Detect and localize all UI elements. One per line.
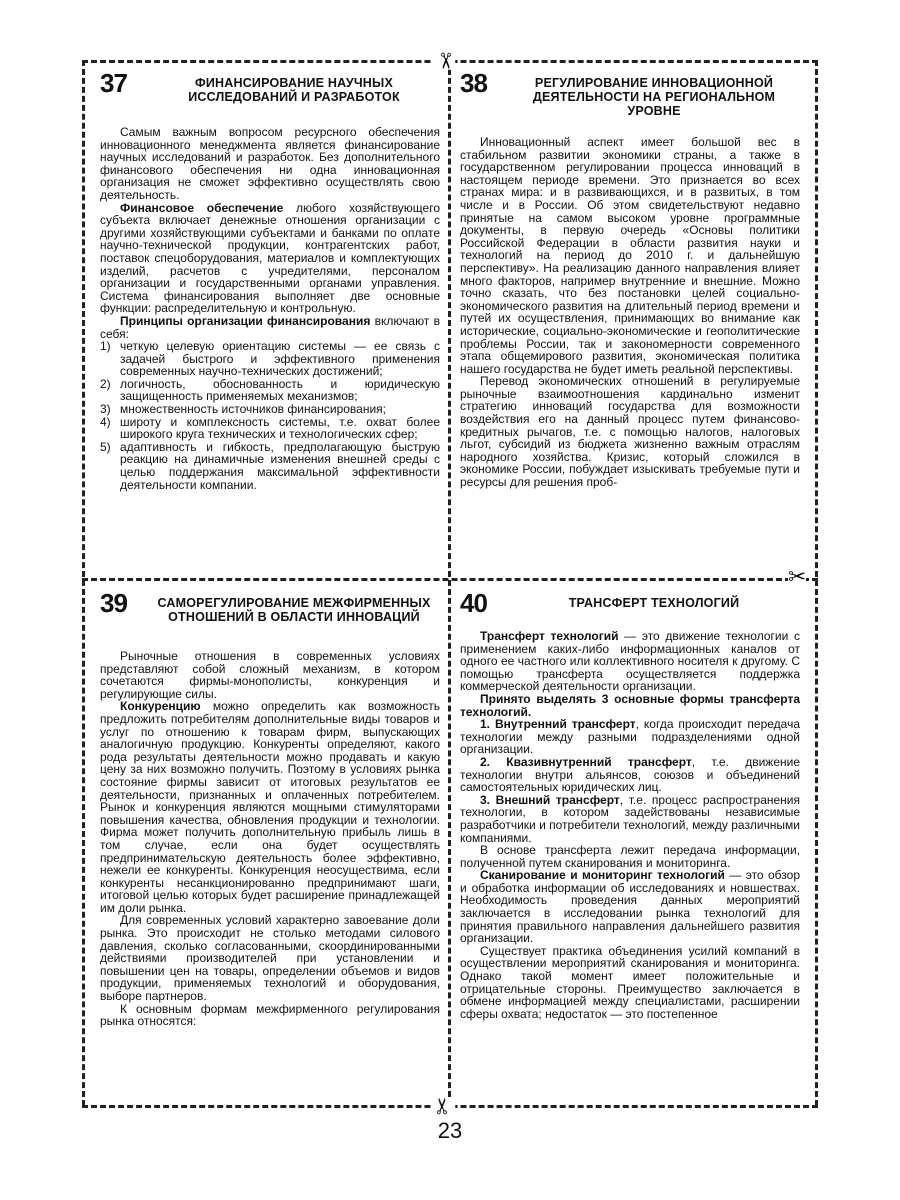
paragraph: В основе трансферта лежит передача информации, полученной путем сканирования и мониторинга. <box>460 843 800 870</box>
section-38 <box>460 68 800 489</box>
bold-term: 2. Квазивнутренний трансферт <box>480 754 692 769</box>
cut-line-left <box>82 60 85 1106</box>
page-number: 23 <box>437 1118 463 1143</box>
paragraph-text: , т.е. процесс распространения технологии, в котором задействованы независимые разработчики и потребители технологий, между различными компаниями. <box>460 792 800 845</box>
paragraph-text: , т.е. движение технологии внутри альянсов, союзов и объединений самостоятельных юридических лиц. <box>460 754 800 795</box>
paragraph <box>460 630 800 693</box>
scissors-icon: ✂ <box>788 565 807 590</box>
list-number: 1) <box>100 339 111 354</box>
section-number: 38 <box>460 68 487 98</box>
paragraph: К основным формам межфирменного регулирования рынка относятся: <box>100 1001 440 1029</box>
section-body <box>460 630 800 1020</box>
paragraph-text: — это обзор и обработка информации об исследованиях и новшествах. Необходимость проведения данных мероприятий заключается в исследовании рынка технологий для принятия правильного направления дальнейшего развития организации. <box>460 868 800 946</box>
principles-list <box>100 340 440 491</box>
paragraph <box>460 693 800 718</box>
section-39 <box>100 588 440 1028</box>
section-title: ФИНАНСИРОВАНИЕ НАУЧНЫХ ИССЛЕДОВАНИЙ И РАЗРАБОТОК <box>188 76 400 104</box>
paragraph <box>100 202 440 315</box>
section-body <box>100 650 440 1028</box>
list-text: широту и комплексность системы, т.е. охват более широкого круга технических и технологических сфер; <box>120 414 440 442</box>
section-number: 40 <box>460 588 487 618</box>
paragraph-text: — это движение технологии с применением каких-либо информационных каналов от одного ее частного или коллективного носителя к другому. С помощью трансферта осуществляется поддержка коммерческой деятельности организации. <box>460 629 800 694</box>
bold-term: Финансовое обеспечение <box>120 200 284 215</box>
paragraph <box>460 718 800 756</box>
paragraph-text: можно определить как возможность предложить потребителям дополнительные виды товаров и услуг по отношению к товарам фирм, выпускающих аналогичную продукцию. Конкуренты определяют, какого рода результаты деятельности можно продавать и какую цену за них возможно получить. Поэтому в условиях рынка состояние фирмы зависит от итоговых результатов ее деятельности, признанных и оплаченных потребителем. Рынок и конкуренция являются мощными стимуляторами повышения качества, обновления продукции и технологии. Фирма может получить дополнительную прибыль лишь в том случае, если она будет осуществлять предпринимательскую деятельность более эффективно, нежели ее конкуренты. Конкуренция неосуществима, если конкуренты несанкционированно предпринимают шаги, итоговой целью которых будет расширение принадлежащей им доли рынка. <box>100 699 440 915</box>
list-text: логичность, обоснованность и юридическую защищенность применяемых механизмов; <box>120 376 440 404</box>
section-body <box>100 126 440 491</box>
paragraph-text: , когда происходит передача технологии между разными подразделениями одной организации. <box>460 717 800 757</box>
paragraph-text: включают в себя: <box>100 313 441 341</box>
bold-term: 1. Внутренний трансферт <box>480 717 636 732</box>
paragraph-text: любого хозяйствующего субъекта включает денежные отношения организации с другими хозяйствующими субъектами и банками по оплате научно-технической продукции, контрагентских работ, поставок спецоборудования, материалов и комплектующих изделий, расчетов с учредителями, персоналом организации и государственными органами управления. Система финансирования выполняет две основные функции: распределительную и контрольную. <box>100 200 441 316</box>
cut-line-vertical <box>448 60 451 1106</box>
paragraph: Перевод экономических отношений в регулируемые рыночные взаимоотношения кардинально изменит стратегию инноваций государства для возможности воздействия его на данный процесс путем финансово-кредитных рычагов, т.е. с помощью налогов, налоговых льгот, субсидий из бюджета жизненно важным отраслям народного хозяйства. Кризис, который сложился в экономике России, побуждает изыскивать требуемые пути и ресурсы для решения проб- <box>460 374 800 490</box>
list-text: множественность источников финансирования; <box>120 402 386 417</box>
section-40 <box>460 588 800 1020</box>
bold-term: Сканирование и мониторинг технологий <box>480 868 725 883</box>
paragraph: Самым важным вопросом ресурсного обеспечения инновационного менеджмента является финансирование научных исследований и разработок. Без дополнительного финансового обеспечения ни одна инновационная организация не сможет эффективно осуществлять свою деятельность. <box>100 125 440 202</box>
bold-term: Трансферт технологий <box>480 629 619 643</box>
list-number: 2) <box>100 376 111 391</box>
list-number: 3) <box>100 402 111 417</box>
paragraph: Для современных условий характерно завоевание доли рынка. Это происходит не столько методами силового давления, сколько согласованными, скоординированными действиями производителей при установлении и повышении цен на товары, определении объемов и видов продукции, применяемых технологий и оборудования, выборе партнеров. <box>100 913 440 1004</box>
scissors-icon: ✂ <box>431 1096 457 1116</box>
paragraph <box>100 700 440 914</box>
list-item <box>100 441 440 491</box>
paragraph: Существует практика объединения усилий компаний в осуществлении мероприятий сканирования и мониторинга. Однако такой момент имеет положительные и отрицательные стороны. Преимущество заключается в обмене информацией между специалистами, расширении сферы охвата; недостаток — это постепенное <box>460 943 800 1021</box>
section-body <box>460 136 800 489</box>
list-item <box>100 378 440 403</box>
list-item <box>100 416 440 441</box>
section-number: 39 <box>100 588 127 618</box>
paragraph <box>460 794 800 844</box>
cut-line-horizontal <box>82 578 818 581</box>
section-title: РЕГУЛИРОВАНИЕ ИННОВАЦИОННОЙ ДЕЯТЕЛЬНОСТИ НА РЕГИОНАЛЬНОМ УРОВНЕ <box>532 76 776 118</box>
paragraph <box>460 869 800 945</box>
bold-term: Конкуренцию <box>120 699 201 714</box>
section-title: ТРАНСФЕРТ ТЕХНОЛОГИЙ <box>568 596 740 610</box>
list-text: адаптивность и гибкость, предполагающую быструю реакцию на динамичные изменения внешней среды с целью поддержания максимальной эффективности деятельности компании. <box>120 439 440 492</box>
bold-term: Принято выделять 3 основные формы трансферта технологий. <box>460 691 800 719</box>
paragraph: Инновационный аспект имеет большой вес в стабильном развитии экономики страны, а также в государственном регулировании процесса инноваций в настоящем периоде времени. Это признается во всех странах мира: и в развивающихся, и в развитых, в том числе и в России. Об этом свидетельствуют недавно принятые на самом высоком уровне программные документы, в первую очередь «Основы политики Российской Федерации в области развития науки и технологий на период до 2010 г. и дальнейшую перспективу». На реализацию данного направления влияет много факторов, например внутренние и внешние. Можно точно сказать, что без постановки целей социально-экономического развития на длительный период времени и путей их осуществления, принимающих во внимание как исторические, социально-экономические и геополитические проблемы России, так и закономерности современного этапа общемирового развития, экономическая политика нашего государства не будет иметь реальной перспективы. <box>460 135 800 376</box>
list-number: 5) <box>100 439 111 454</box>
list-item <box>100 340 440 378</box>
cut-line-right <box>815 60 818 1106</box>
section-number: 37 <box>100 68 127 98</box>
section-title: САМОРЕГУЛИРОВАНИЕ МЕЖФИРМЕННЫХ ОТНОШЕНИЙ В ОБЛАСТИ ИННОВАЦИЙ <box>157 596 431 624</box>
list-text: четкую целевую ориентацию системы — ее связь с задачей быстрого и эффективного применения современных научно-технических достижений; <box>120 339 440 379</box>
list-number: 4) <box>100 414 111 429</box>
section-37 <box>100 68 440 491</box>
paragraph: Рыночные отношения в современных условиях представляют собой сложный механизм, в котором сочетаются фирмы-монополисты, конкуренция и регулирующие силы. <box>100 649 440 701</box>
scissors-icon: ✂ <box>432 51 458 71</box>
bold-term: 3. Внешний трансферт <box>480 792 620 807</box>
bold-term: Принципы организации финансирования <box>120 313 371 328</box>
paragraph <box>460 756 800 794</box>
paragraph <box>100 315 440 340</box>
